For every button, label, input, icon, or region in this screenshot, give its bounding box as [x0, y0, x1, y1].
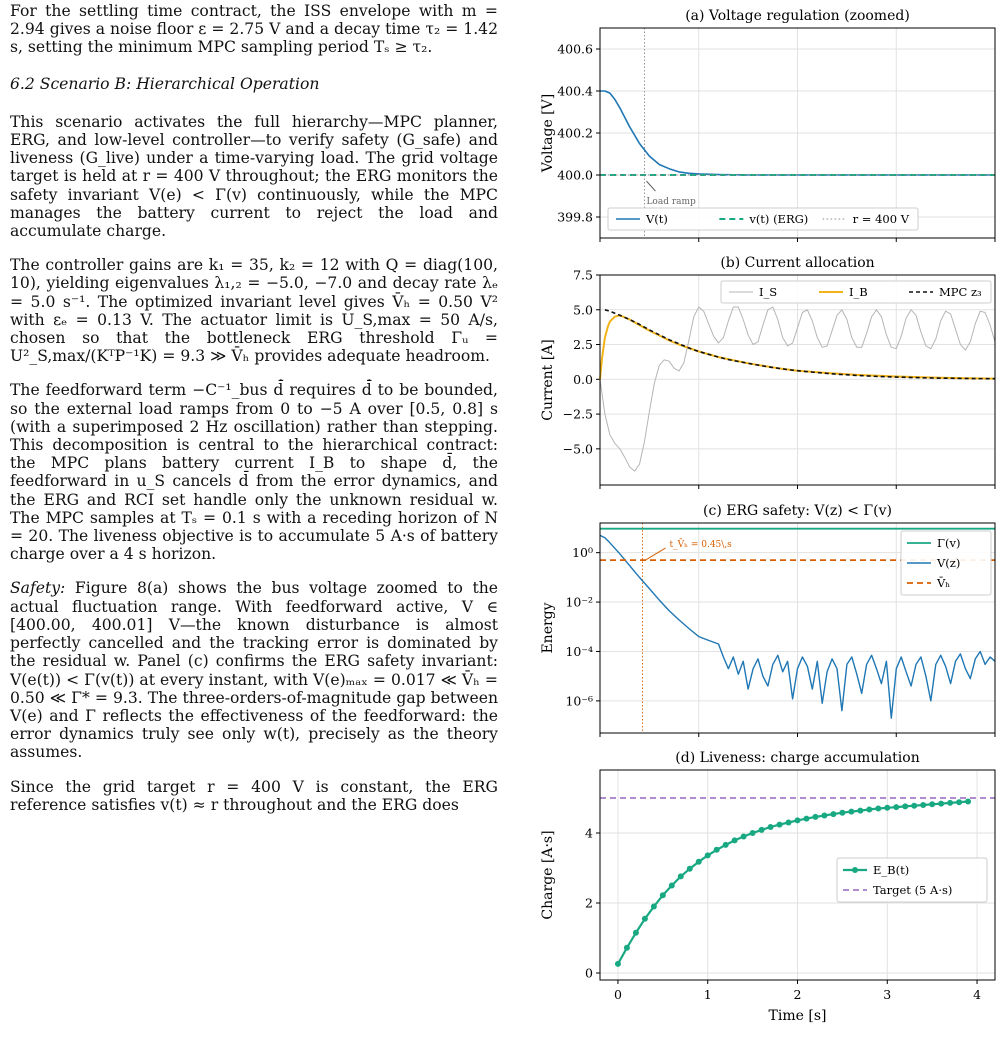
- charge-point: [830, 811, 836, 817]
- legend: [901, 531, 991, 595]
- charge-point: [911, 803, 917, 809]
- legend: [721, 281, 991, 303]
- panel-title: (b) Current allocation: [720, 255, 875, 271]
- section-heading: 6.2 Scenario B: Hierarchical Operation: [10, 74, 320, 93]
- charge-point: [965, 799, 971, 805]
- legend-label: v(t) (ERG): [749, 212, 809, 226]
- charge-point: [821, 813, 827, 819]
- charge-point: [741, 834, 747, 840]
- charge-point: [678, 873, 684, 879]
- charge-point: [857, 808, 863, 814]
- x-tick-label: 0: [613, 987, 622, 1002]
- y-tick-label: 2.5: [573, 337, 593, 353]
- charge-point: [660, 892, 666, 898]
- charge-point: [624, 945, 630, 951]
- charge-point: [642, 916, 648, 922]
- charge-point: [812, 814, 818, 820]
- y-axis-label: Current [A]: [540, 339, 556, 421]
- y-axis-label: Charge [A·s]: [540, 830, 556, 920]
- y-axis-label: Voltage [V]: [540, 93, 556, 173]
- legend-label: r = 400 V: [852, 212, 910, 226]
- y-tick-label: 10⁻⁶: [565, 693, 593, 709]
- y-tick-label: 2: [585, 895, 593, 911]
- y-tick-label: 400.4: [557, 83, 593, 99]
- y-tick-label: 10⁰: [572, 545, 593, 561]
- charge-point: [768, 824, 774, 830]
- y-tick-label: 400.6: [557, 41, 593, 57]
- x-tick-label: 4: [973, 987, 982, 1002]
- panel-title: (a) Voltage regulation (zoomed): [685, 8, 910, 24]
- charge-point: [956, 799, 962, 805]
- legend-label: I_B: [849, 285, 868, 299]
- y-tick-label: 10⁻⁴: [565, 643, 593, 659]
- charge-point: [848, 809, 854, 815]
- paragraph-safety: [10, 579, 498, 761]
- legend: [608, 208, 918, 230]
- charge-point: [938, 801, 944, 807]
- safety-lead: Safety:: [10, 579, 66, 598]
- y-tick-label: 7.5: [573, 267, 593, 283]
- annotation-arrow: [646, 181, 655, 191]
- legend-label: V(t): [646, 212, 668, 226]
- charge-point: [723, 842, 729, 848]
- x-tick-label: 2: [793, 987, 802, 1002]
- paragraph-settling-time: For the settling time contract, the ISS envelope with m = 2.94 gives a noise floor ε = 2.75 V and a decay time τ₂ = 1.42 s, setting the minimum MPC sampling period Tₛ ≥ τ₂.: [10, 2, 498, 57]
- charge-point: [884, 805, 890, 811]
- panel-title: (d) Liveness: charge accumulation: [675, 750, 920, 766]
- annotation-text: Load ramp: [646, 197, 696, 208]
- panel-a: [540, 8, 995, 242]
- charge-point: [750, 830, 756, 836]
- panel-d: [540, 750, 995, 1024]
- charge-point: [795, 817, 801, 823]
- paragraph-feedforward: The feedforward term −C⁻¹_bus d̄̇ requires d̄̇ to be bounded, so the external load ramps from 0 to −5 A over [0.5, 0.8] s (with a superimposed 2 Hz oscillation) rather than stepping. This decomposition is central to the hierarchical contract: the MPC plans battery current I_B to shape d̄, the feedforward in u_S cancels d̄ from the error dynamics, and the ERG and RCI set handle only the unknown residual w. The MPC samples at Tₛ = 0.1 s with a receding horizon of N = 20. The liveness objective is to accumulate 5 A·s of battery charge over a 4 s horizon.: [10, 381, 498, 564]
- charge-point: [669, 883, 675, 889]
- annotation-text: t_V̄ₕ = 0.45\,s: [669, 540, 732, 551]
- y-tick-label: 0: [585, 965, 593, 981]
- charge-point: [777, 822, 783, 828]
- x-axis-label: Time [s]: [768, 1008, 827, 1024]
- charge-point: [902, 803, 908, 809]
- charge-point: [714, 847, 720, 853]
- charge-point: [786, 820, 792, 826]
- legend-label: Γ(v): [937, 536, 961, 550]
- annotation-arrow: [645, 548, 665, 560]
- safety-body: Figure 8(a) shows the bus voltage zoomed to the actual fluctuation range. With feedforward active, V ∈ [400.00, 400.01] V—the known disturbance is almost perfectly cancelled and the tracking error is dominated by the residual w. Panel (c) confirms the ERG safety invariant: V(e(t)) < Γ(v(t)) at every instant, with V(e)ₘₐₓ = 0.017 ≪ V̄ₕ = 0.50 ≪ Γ* = 9.3. The three-orders-of-magnitude gap between V(e) and Γ reflects the effectiveness of the feedforward: the error dynamics truly see only w(t), precisely as the theory assumes.: [10, 579, 498, 762]
- charge-point: [893, 804, 899, 810]
- charge-point: [929, 801, 935, 807]
- legend: [837, 858, 987, 902]
- paragraph-scenario-intro: This scenario activates the full hierarchy—MPC planner, ERG, and low-level controller—to verify safety (G_safe) and liveness (G_live) under a time-varying load. The grid voltage target is held at r = 400 V throughout; the ERG monitors the safety invariant V(e) < Γ(v) continuously, while the MPC manages the battery current to reject the load and accumulate charge.: [10, 112, 498, 241]
- charge-point: [615, 961, 621, 967]
- y-tick-label: −5.0: [562, 441, 593, 457]
- charge-point: [732, 837, 738, 843]
- charge-point: [651, 904, 657, 910]
- y-tick-label: 400.0: [557, 167, 593, 183]
- y-tick-label: −2.5: [562, 406, 593, 422]
- y-axis-label: Energy: [540, 602, 556, 654]
- x-tick-label: 3: [883, 987, 892, 1002]
- charge-point: [947, 800, 953, 806]
- figure-8: [530, 0, 1000, 1047]
- legend-label: V(z): [937, 556, 961, 570]
- charge-point: [696, 859, 702, 865]
- x-tick-label: 1: [703, 987, 712, 1002]
- charge-point: [633, 930, 639, 936]
- charge-point: [839, 810, 845, 816]
- charge-point: [687, 866, 693, 872]
- panel-title: (c) ERG safety: V(z) < Γ(v): [703, 503, 892, 519]
- paragraph-grid-target: Since the grid target r = 400 V is constant, the ERG reference satisfies v(t) ≈ r throughout and the ERG does: [10, 777, 498, 814]
- y-tick-label: 10⁻²: [565, 594, 593, 610]
- y-tick-label: 4: [585, 825, 593, 841]
- legend-label: Target (5 A·s): [873, 883, 953, 897]
- y-tick-label: 399.8: [557, 209, 593, 225]
- panel-b: [540, 255, 995, 489]
- legend-label: I_S: [759, 285, 778, 299]
- charge-point: [875, 806, 881, 812]
- panel-c: [540, 503, 995, 737]
- y-tick-label: 5.0: [573, 302, 593, 318]
- y-tick-label: 0.0: [573, 371, 593, 387]
- y-tick-label: 400.2: [557, 125, 593, 141]
- paragraph-controller-gains: The controller gains are k₁ = 35, k₂ = 12 with Q = diag(100, 10), yielding eigenvalues λ₁,₂ = −5.0, −7.0 and decay rate λₑ = 5.0 s⁻¹. The optimized invariant level gives V̄ₕ = 0.50 V² with εₑ = 0.13 V. The actuator limit is U_S,max = 50 A/s, chosen so that the bottleneck ERG threshold Γᵤ = U²_S,max/(KᵀP⁻¹K) = 9.3 ≫ V̄ₕ provides adequate headroom.: [10, 256, 498, 366]
- charge-point: [866, 807, 872, 813]
- legend-label: MPC z₃: [939, 285, 982, 299]
- charge-point: [705, 852, 711, 858]
- charge-point: [920, 802, 926, 808]
- legend-label: V̄ₕ: [937, 576, 951, 590]
- legend-label: E_B(t): [873, 863, 910, 877]
- charge-point: [803, 816, 809, 822]
- charge-point: [759, 827, 765, 833]
- legend-marker: [852, 867, 858, 873]
- paper-text-column: [10, 0, 498, 830]
